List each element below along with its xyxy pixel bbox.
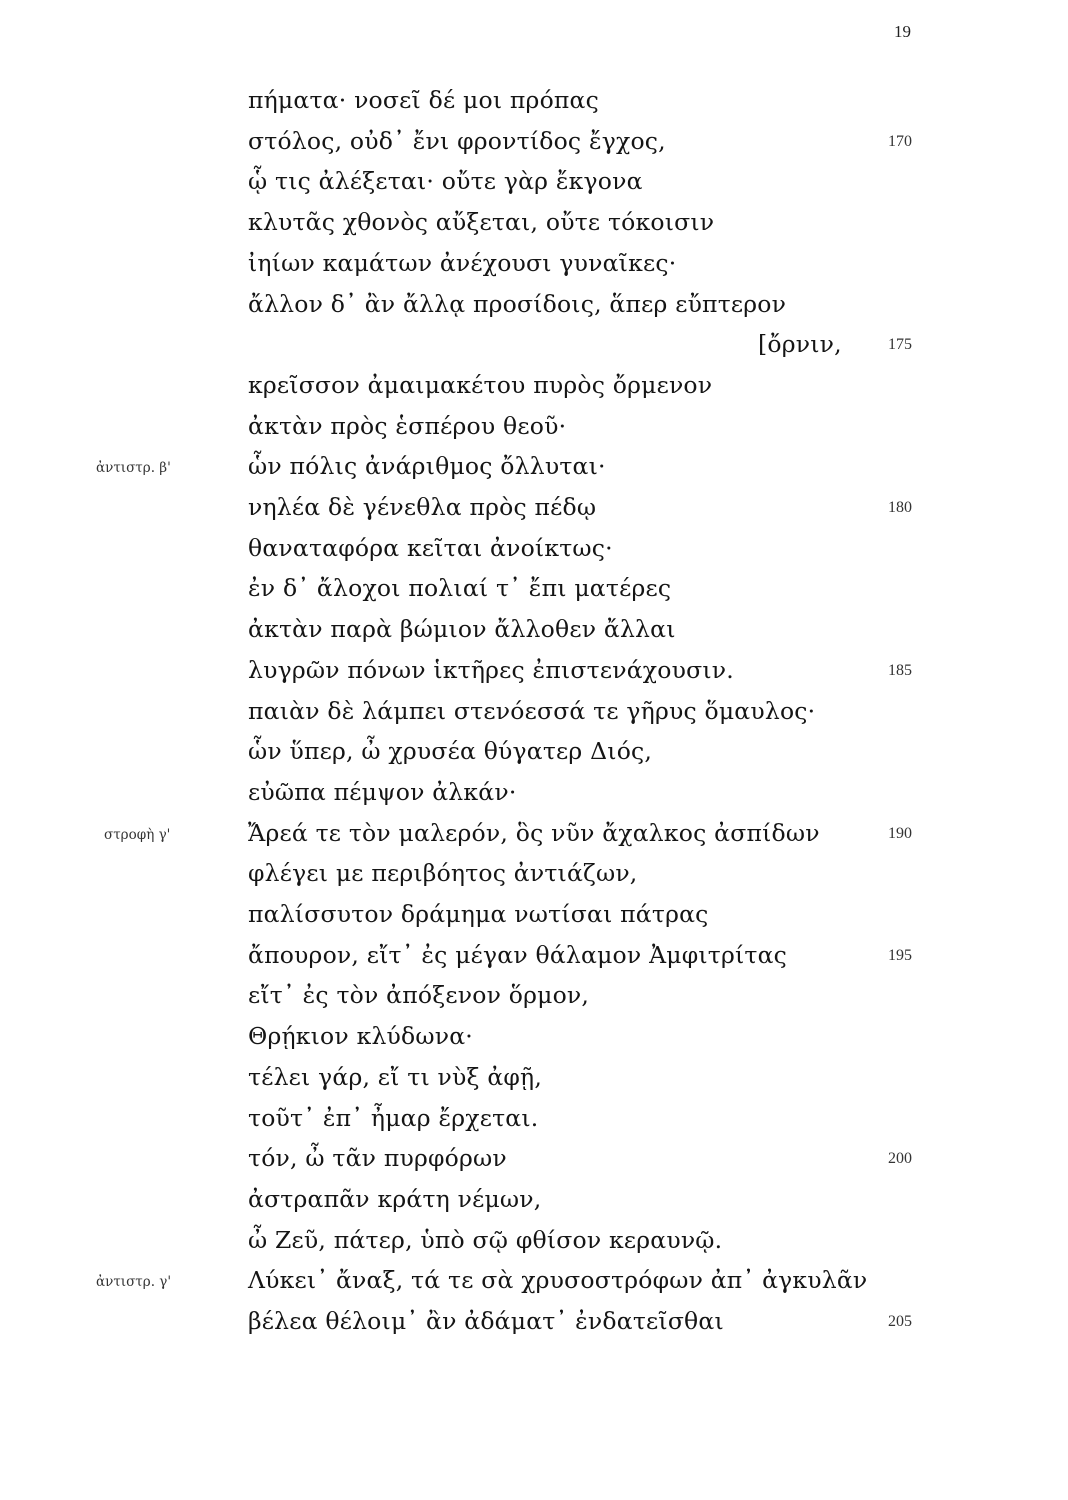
verse-text: ὧν πόλις ἀνάριθμος ὄλλυται· <box>248 452 606 481</box>
verse-line <box>0 412 1068 452</box>
verse-text: τοῦτ᾽ ἐπ᾽ ἦμαρ ἔρχεται. <box>248 1103 539 1132</box>
verse-text: ἀστραπᾶν κράτη νέμων, <box>248 1184 542 1213</box>
verse-text: βέλεα θέλοιμ᾽ ἂν ἀδάματ᾽ ἐνδατεῖσθαι <box>248 1307 724 1335</box>
verse-line <box>0 981 1068 1021</box>
verse-line <box>0 330 1068 370</box>
page-number: 19 <box>894 22 911 41</box>
verse-line <box>0 127 1068 167</box>
verse-text: λυγρῶν πόνων ἱκτῆρες ἐπιστενάχουσιν. <box>248 655 734 684</box>
verse-line <box>0 656 1068 696</box>
verse-text: κρεῖσσον ἀμαιμακέτου πυρὸς ὄρμενον <box>248 370 713 399</box>
line-number: 205 <box>888 1313 912 1330</box>
verse-text: νηλέα δὲ γένεθλα πρὸς πέδῳ <box>248 493 597 521</box>
verse-line <box>0 534 1068 574</box>
verse-text: ᾧ τις ἀλέξεται· οὔτε γὰρ ἔκγονα <box>248 167 643 196</box>
verse-line <box>0 941 1068 981</box>
verse-line <box>0 371 1068 411</box>
verse-line <box>0 1226 1068 1266</box>
verse-line <box>0 859 1068 899</box>
verse-text: [ὄρνιν, <box>758 330 842 359</box>
verse-line <box>0 86 1068 126</box>
line-number: 200 <box>888 1150 912 1168</box>
verse-text: παιὰν δὲ λάμπει στενόεσσά τε γῆρυς ὅμαυλος· <box>248 696 816 725</box>
verse-line <box>0 208 1068 248</box>
line-number: 185 <box>888 661 912 679</box>
verse-text: ἐν δ᾽ ἄλοχοι πολιαί τ᾽ ἔπι ματέρες <box>248 574 672 603</box>
verse-text: κλυτᾶς χθονὸς αὔξεται, οὔτε τόκοισιν <box>248 208 715 237</box>
line-number: 180 <box>888 499 912 516</box>
section-marker: ἀντιστρ. β' <box>96 460 171 477</box>
verse-line <box>0 697 1068 737</box>
verse-text: παλίσσυτον δράμημα νωτίσαι πάτρας <box>248 900 709 928</box>
verse-text: Λύκει᾽ ἄναξ, τά τε σὰ χρυσοστρόφων ἀπ᾽ ἀγκυλᾶν <box>248 1266 868 1295</box>
line-number: 195 <box>888 946 912 964</box>
verse-line <box>0 493 1068 533</box>
verse-line <box>0 778 1068 818</box>
line-number: 190 <box>888 824 912 842</box>
line-number: 170 <box>888 132 912 150</box>
verse-line <box>0 1022 1068 1062</box>
verse-line <box>0 574 1068 614</box>
verse-text: Θρῄκιον κλύδωνα· <box>248 1022 473 1051</box>
verse-line <box>0 290 1068 330</box>
verse-line <box>0 452 1068 492</box>
verse-line <box>0 615 1068 655</box>
verse-text: ἀκτὰν πρὸς ἑσπέρου θεοῦ· <box>248 411 567 440</box>
verse-text: φλέγει με περιβόητος ἀντιάζων, <box>248 859 638 888</box>
verse-text: εὐῶπα πέμψον ἀλκάν· <box>248 777 517 806</box>
verse-text: θαναταφόρα κεῖται ἀνοίκτως· <box>248 533 613 562</box>
verse-line <box>0 249 1068 289</box>
verse-text: τόν, ὦ τᾶν πυρφόρων <box>248 1144 507 1173</box>
section-marker: ἀντιστρ. γ' <box>96 1274 172 1291</box>
line-number: 175 <box>888 336 912 354</box>
verse-line <box>0 737 1068 777</box>
verse-line <box>0 1063 1068 1103</box>
verse-line <box>0 1144 1068 1184</box>
verse-text: ἄλλον δ᾽ ἂν ἄλλᾳ προσίδοις, ἅπερ εὔπτερον <box>248 289 787 318</box>
verse-text: πήματα· νοσεῖ δέ μοι πρόπας <box>248 86 599 114</box>
section-marker: στροφὴ γ' <box>104 826 171 843</box>
verse-line <box>0 167 1068 207</box>
verse-line <box>0 1307 1068 1347</box>
verse-text: Ἄρεά τε τὸν μαλερόν, ὃς νῦν ἄχαλκος ἀσπίδων <box>248 818 820 847</box>
verse-line <box>0 900 1068 940</box>
verse-text: τέλει γάρ, εἴ τι νὺξ ἀφῇ, <box>248 1062 542 1091</box>
verse-text: ὦ Ζεῦ, πάτερ, ὑπὸ σῷ φθίσον κεραυνῷ. <box>248 1225 723 1254</box>
verse-text: εἴτ᾽ ἐς τὸν ἀπόξενον ὅρμον, <box>248 981 590 1010</box>
verse-line <box>0 1266 1068 1306</box>
verse-line <box>0 1104 1068 1144</box>
verse-text: στόλος, οὐδ᾽ ἔνι φροντίδος ἔγχος, <box>248 126 666 155</box>
verse-text: ἀκτὰν παρὰ βώμιον ἄλλοθεν ἄλλαι <box>248 615 676 644</box>
verse-text: ἄπουρον, εἴτ᾽ ἐς μέγαν θάλαμον Ἀμφιτρίτας <box>248 940 788 969</box>
verse-line <box>0 1185 1068 1225</box>
verse-text: ἰηίων καμάτων ἀνέχουσι γυναῖκες· <box>248 248 677 277</box>
verse-text: ὧν ὕπερ, ὦ χρυσέα θύγατερ Διός, <box>248 737 653 766</box>
verse-line <box>0 819 1068 859</box>
